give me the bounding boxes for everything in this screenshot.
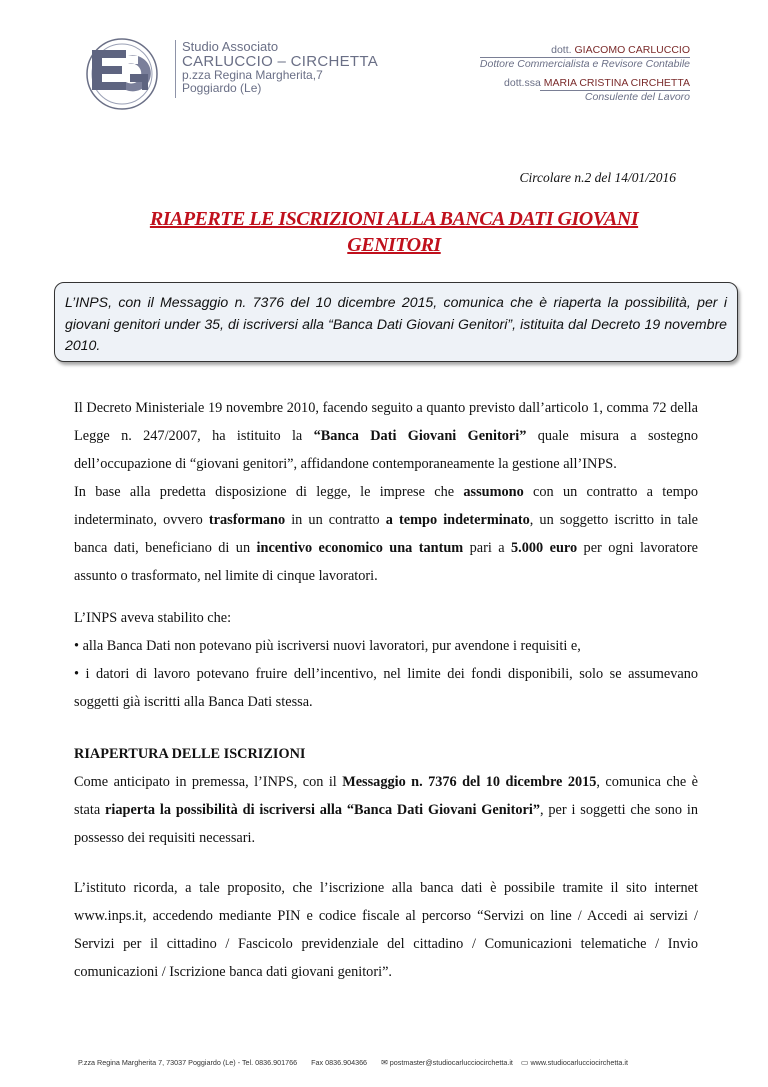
title-line-1: RIAPERTE LE ISCRIZIONI ALLA BANCA DATI GIOVANI <box>149 208 639 230</box>
paragraph-decreto: Il Decreto Ministeriale 19 novembre 2010, facendo seguito a quanto previsto dall’articolo 1, comma 72 della Legge n. 247/2007, ha istituito la “Banca Dati Giovani Genitori” quale misura a sostegno dell’occupazione di “giovani genitori”, affidandone contemporaneamente la gestione all’INPS. <box>74 400 698 472</box>
paragraph-riapertura: Come anticipato in premessa, l’INPS, con il Messaggio n. 7376 del 10 dicembre 2015, comunica che è stata riaperta la possibilità di iscriversi alla “Banca Dati Giovani Genitori”, per i soggetti che sono in possesso dei requisiti necessari. <box>74 774 699 846</box>
studio-line-3: p.zza Regina Margherita,7 <box>182 68 323 83</box>
rules-intro: L’INPS aveva stabilito che: <box>74 610 232 626</box>
professional-2-role: Consulente del Lavoro <box>584 91 690 103</box>
footer-email[interactable]: postmaster@studiocarlucciocirchetta.it <box>389 1058 513 1067</box>
studio-logo-icon <box>78 36 168 112</box>
professional-2-name: dott.ssa MARIA CRISTINA CIRCHETTA <box>504 77 690 89</box>
document-title <box>100 206 688 258</box>
rule-bullet-2: • i datori di lavoro potevano fruire dell’incentivo, nel limite dei fondi disponibili, solo se assumevano soggetti già iscritti alla Banca Dati stessa. <box>74 666 698 710</box>
section-heading: RIAPERTURA DELLE ISCRIZIONI <box>74 746 306 762</box>
professionals-block <box>480 44 690 104</box>
studio-line-1: Studio Associato <box>182 39 279 54</box>
studio-name-block <box>182 40 378 95</box>
footer-address: P.zza Regina Margherita 7, 73037 Poggiardo (Le) - Tel. 0836.901766 <box>78 1058 298 1067</box>
circolare-reference: Circolare n.2 del 14/01/2016 <box>519 170 676 185</box>
section-riapertura <box>74 740 698 852</box>
professional-1-role: Dottore Commercialista e Revisore Contabile <box>479 58 690 70</box>
paragraph-incentivo: In base alla predetta disposizione di legge, le imprese che assumono con un contratto a tempo indeterminato, ovvero trasformano in un contratto a tempo indeterminato, un soggetto iscritto in tale banca dati, beneficiano di un incentivo economico una tantum pari a 5.000 euro per ogni lavoratore assunto o trasformato, nel limite di cinque lavoratori. <box>74 484 699 584</box>
studio-line-2: CARLUCCIO – CIRCHETTA <box>182 52 379 70</box>
footer-website[interactable]: www.studiocarlucciocirchetta.it <box>530 1058 628 1067</box>
computer-icon: ▭ <box>520 1058 529 1067</box>
page-footer <box>78 1058 708 1067</box>
logo-divider <box>175 40 176 98</box>
paragraph-inps-rules <box>74 604 698 716</box>
professional-1-name: dott. GIACOMO CARLUCCIO <box>551 44 690 56</box>
studio-line-4: Poggiardo (Le) <box>182 80 262 95</box>
paragraph-istituto: L’istituto ricorda, a tale proposito, che l’iscrizione alla banca dati è possibile tramite il sito internet www.inps.it, accedendo mediante PIN e codice fiscale al percorso “Servizi on line / Accedi ai servizi / Servizi per il cittadino / Fascicolo previdenziale del cittadino / Comunicazioni telematiche / Invio comunicazioni / Iscrizione banca dati giovani genitori”. <box>74 880 698 980</box>
title-line-2: GENITORI <box>347 234 441 256</box>
summary-callout: L’INPS, con il Messaggio n. 7376 del 10 dicembre 2015, comunica che è riaperta la possibilità, per i giovani genitori under 35, di iscriversi alla “Banca Dati Giovani Genitori”, istituita dal Decreto 19 novembre 2010. <box>54 282 738 362</box>
email-icon: ✉ <box>381 1058 388 1067</box>
rule-bullet-1: • alla Banca Dati non potevano più iscriversi nuovi lavoratori, pur avendone i requisiti e, <box>74 638 581 654</box>
footer-fax: Fax 0836.904366 <box>311 1058 368 1067</box>
